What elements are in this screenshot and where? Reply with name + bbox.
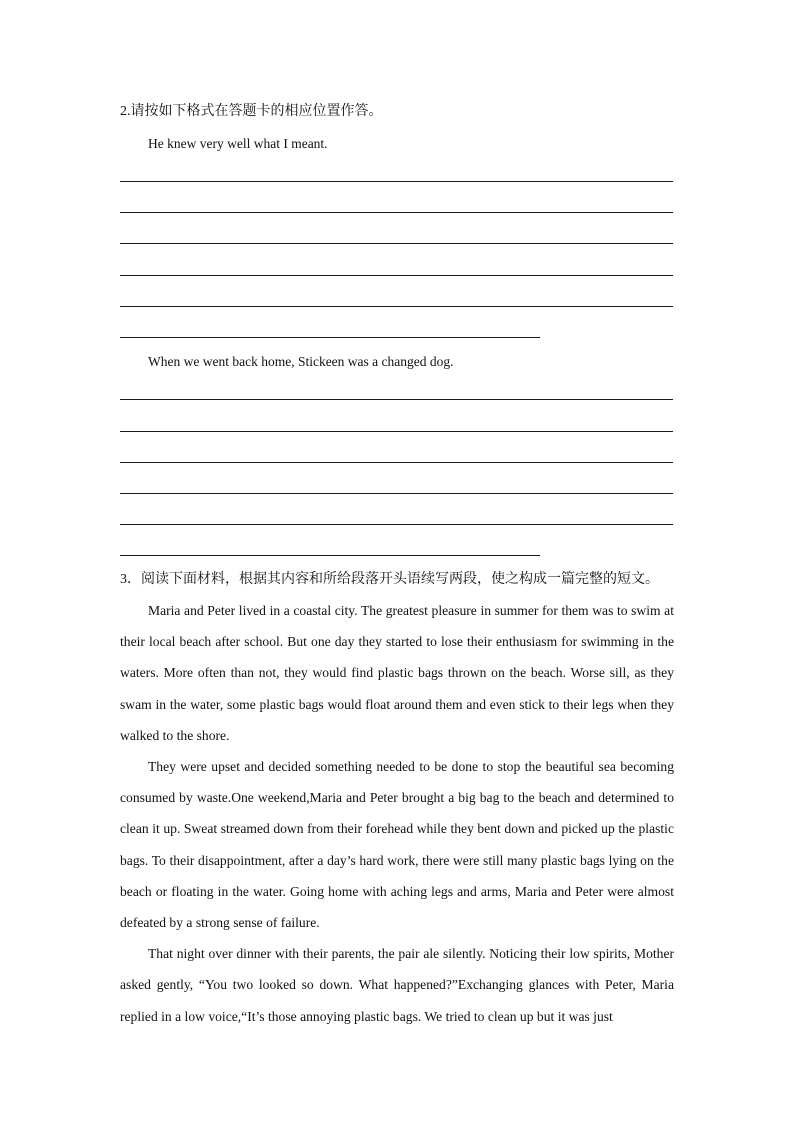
passage-paragraph: Maria and Peter lived in a coastal city. The greatest pleasure in summer for them was to swim at their local beach after school. But one day they started to lose their enthusiasm for swimming in the waters. More often than not, they would find plastic bags thrown on the beach. Worse sill, as they swam in the water, some plastic bags would float around them and even stick to their legs when they walked to the shore. — [120, 603, 674, 743]
answer-line — [120, 462, 673, 463]
answer-line — [120, 493, 673, 494]
answer-line — [120, 337, 540, 338]
answer-line — [120, 275, 673, 276]
answer-line — [120, 399, 673, 400]
answer-line — [120, 555, 540, 556]
reading-passage — [120, 595, 674, 1032]
question-2-title: 2.请按如下格式在答题卡的相应位置作答。 — [120, 104, 383, 119]
prompt-1: He knew very well what I meant. — [148, 136, 328, 151]
question-3-title: 3．阅读下面材料，根据其内容和所给段落开头语续写两段，使之构成一篇完整的短文。 — [120, 572, 659, 587]
passage-paragraph: They were upset and decided something needed to be done to stop the beautiful sea becoming consumed by waste.One weekend,Maria and Peter brought a big bag to the beach and determined to clean it up. Sweat streamed down from their forehead while they bent down and picked up the plastic bags. To their disappointment, after a day’s hard work, there were still many plastic bags lying on the beach or floating in the water. Going home with aching legs and arms, Maria and Peter were almost defeated by a strong sense of failure. — [120, 759, 674, 931]
passage-paragraph: That night over dinner with their parents, the pair ale silently. Noticing their low spirits, Mother asked gently, “You two looked so down. What happened?”Exchanging glances with Peter, Maria replied in a low voice,“It’s those annoying plastic bags. We tried to clean up but it was just — [120, 946, 674, 1024]
answer-line — [120, 524, 673, 525]
answer-line — [120, 243, 673, 244]
answer-line — [120, 306, 673, 307]
prompt-2: When we went back home, Stickeen was a changed dog. — [148, 354, 454, 369]
answer-line — [120, 212, 673, 213]
answer-line — [120, 431, 673, 432]
answer-line — [120, 181, 673, 182]
